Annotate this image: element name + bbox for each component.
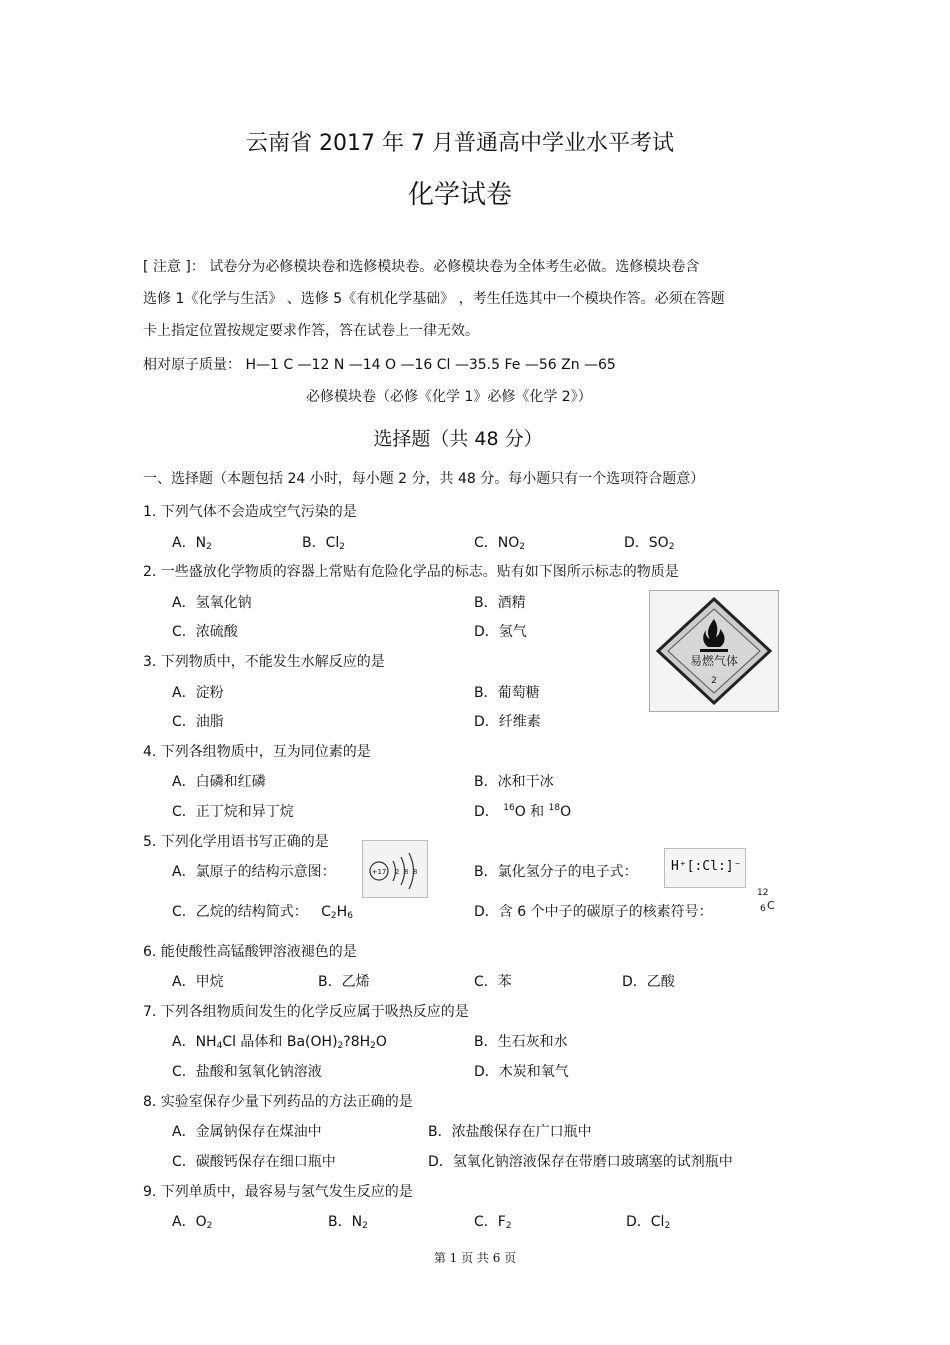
page-footer: 第 1 页 共 6 页 xyxy=(433,1251,517,1265)
flammable-gas-sign-image xyxy=(649,590,779,712)
section-intro: 一、选择题（本题包括 24 小时，每小题 2 分，共 48 分。每小题只有一个选项符合题意） xyxy=(143,471,705,487)
q6-option-a: A．甲烷 xyxy=(172,974,224,990)
notice-line-2: 选修 1《化学与生活》 、选修 5《有机化学基础》 ，考生任选其中一个模块作答。必须在答题 xyxy=(143,291,725,307)
q2-option-d: D．氢气 xyxy=(474,624,527,640)
chlorine-atom-diagram xyxy=(362,840,428,898)
question-7-stem: 7. 下列各组物质间发生的化学反应属于吸热反应的是 xyxy=(143,1004,469,1020)
hcl-formula-text: H⁺[:Cl:]⁻ xyxy=(671,859,742,874)
q2-option-c: C．浓硫酸 xyxy=(172,624,238,640)
q6-option-b: B．乙烯 xyxy=(318,974,370,990)
q6-option-c: C．苯 xyxy=(474,974,512,990)
q7-option-d: D．木炭和氧气 xyxy=(474,1064,569,1080)
question-9-stem: 9. 下列单质中，最容易与氢气发生反应的是 xyxy=(143,1184,413,1200)
q3-option-c: C．油脂 xyxy=(172,714,224,730)
q4-option-b: B．冰和干冰 xyxy=(474,774,554,790)
q6-option-d: D．乙酸 xyxy=(622,974,675,990)
question-5-stem: 5. 下列化学用语书写正确的是 xyxy=(143,834,329,850)
q1-option-b: B．$Cl_2$ xyxy=(302,535,346,552)
svg-text:2: 2 xyxy=(395,868,400,876)
flammable-gas-icon xyxy=(650,591,778,711)
question-6-stem: 6. 能使酸性高锰酸钾溶液褪色的是 xyxy=(143,944,357,960)
q3-option-a: A．淀粉 xyxy=(172,685,224,701)
q5-option-d: D．含 6 个中子的碳原子的核素符号： xyxy=(474,904,713,920)
q1-option-a: A．$N_2$ xyxy=(172,535,212,552)
question-2-stem: 2. 一些盛放化学物质的容器上常贴有危险化学品的标志。贴有如下图所示标志的物质是 xyxy=(143,564,679,580)
q4-option-d: D． $^{16}$O 和 $^{18}$O xyxy=(474,803,572,820)
exam-title: 云南省 2017 年 7 月普通高中学业水平考试 xyxy=(246,131,674,156)
notice-line-1: [ 注意 ]： 试卷分为必修模块卷和选修模块卷。必修模块卷为全体考生必做。选修模块卷含 xyxy=(143,259,700,275)
question-1-stem: 1. 下列气体不会造成空气污染的是 xyxy=(143,504,357,520)
question-8-stem: 8. 实验室保存少量下列药品的方法正确的是 xyxy=(143,1094,413,1110)
carbon-mass-number: 12 xyxy=(757,888,769,898)
q7-option-a: A．$NH_4Cl$ 晶体和 $Ba(OH)_2?8H_2O$ xyxy=(172,1034,387,1051)
sign-label: 易燃气体 xyxy=(689,654,739,668)
svg-text:8: 8 xyxy=(413,868,418,876)
q7-option-b: B．生石灰和水 xyxy=(474,1034,568,1050)
q9-option-c: C．$F_2$ xyxy=(474,1214,512,1231)
q2-option-b: B．酒精 xyxy=(474,595,526,611)
q8-option-b: B．浓盐酸保存在广口瓶中 xyxy=(428,1124,592,1140)
nucleus-label: +17 xyxy=(371,868,387,876)
carbon-symbol: C xyxy=(767,899,775,912)
q5-option-c: C．乙烷的结构简式： $C_2H_6$ xyxy=(172,904,353,921)
q8-option-a: A．金属钠保存在煤油中 xyxy=(172,1124,322,1140)
q8-option-c: C．碳酸钙保存在细口瓶中 xyxy=(172,1154,336,1170)
q3-option-b: B．葡萄糖 xyxy=(474,685,540,701)
exam-subject: 化学试卷 xyxy=(407,180,512,210)
module-title: 必修模块卷（必修《化学 1》必修《化学 2》） xyxy=(306,389,592,405)
q4-option-a: A．白磷和红磷 xyxy=(172,774,266,790)
q9-option-d: D．$Cl_2$ xyxy=(626,1214,671,1231)
question-4-stem: 4. 下列各组物质中，互为同位素的是 xyxy=(143,744,371,760)
section-title: 选择题（共 48 分） xyxy=(373,428,543,450)
carbon-atomic-number: 6 xyxy=(760,904,766,914)
q1-option-d: D．$SO_2$ xyxy=(624,535,675,552)
q4-option-c: C．正丁烷和异丁烷 xyxy=(172,804,294,820)
q5-option-a: A．氯原子的结构示意图： xyxy=(172,864,336,880)
atomic-mass-line: 相对原子质量： H—1 C —12 N —14 O —16 Cl —35.5 Fe —56 Zn —65 xyxy=(143,357,616,373)
notice-line-3: 卡上指定位置按规定要求作答，答在试卷上一律无效。 xyxy=(143,323,479,339)
q9-option-a: A．$O_2$ xyxy=(172,1214,213,1231)
q5-option-b: B．氯化氢分子的电子式： xyxy=(474,864,638,880)
question-3-stem: 3. 下列物质中，不能发生水解反应的是 xyxy=(143,654,385,670)
sign-class: 2 xyxy=(711,676,717,686)
hcl-electron-formula-image xyxy=(664,848,746,888)
q9-option-b: B．$N_2$ xyxy=(328,1214,368,1231)
atom-structure-icon xyxy=(363,841,427,897)
svg-text:8: 8 xyxy=(404,868,409,876)
q1-option-c: C．$NO_2$ xyxy=(474,535,526,552)
q2-option-a: A．氢氧化钠 xyxy=(172,595,252,611)
q8-option-d: D．氢氧化钠溶液保存在带磨口玻璃塞的试剂瓶中 xyxy=(428,1154,733,1170)
q3-option-d: D．纤维素 xyxy=(474,714,541,730)
q7-option-c: C．盐酸和氢氧化钠溶液 xyxy=(172,1064,322,1080)
